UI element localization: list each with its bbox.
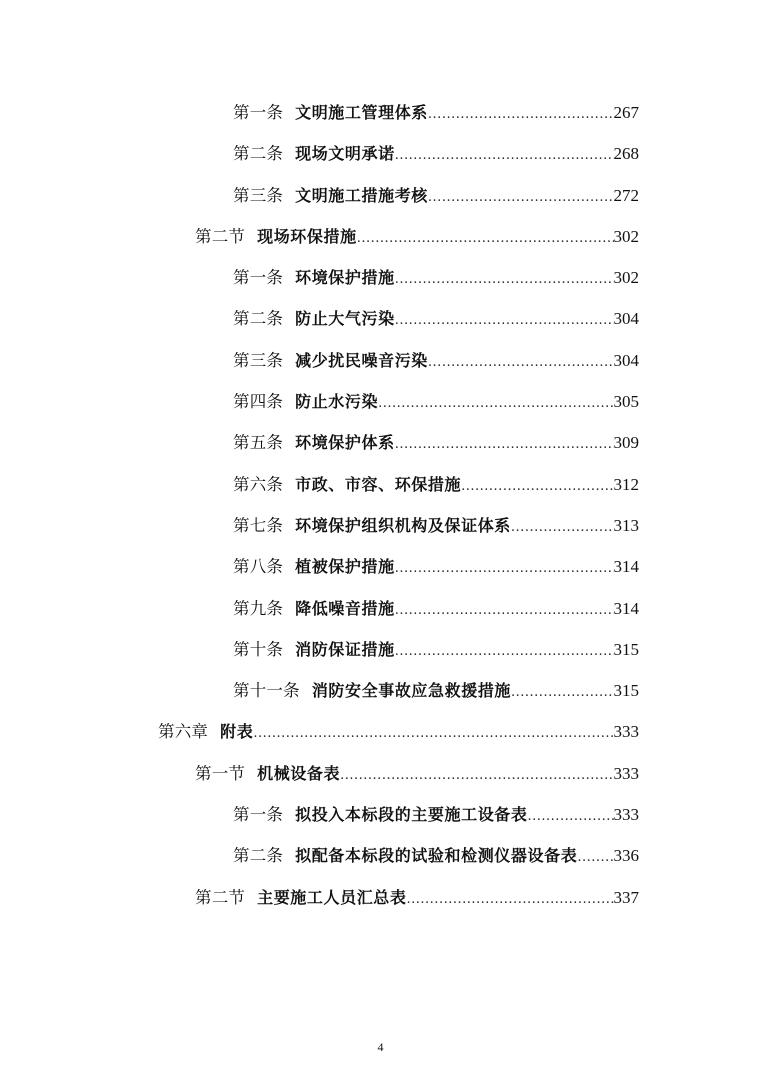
toc-entry-number: 第二条 [233, 144, 284, 164]
toc-dot-leader [395, 631, 614, 672]
toc-dot-leader [428, 177, 614, 218]
toc-entry-page: 333 [613, 763, 639, 783]
toc-dot-leader [428, 342, 614, 383]
table-of-contents [0, 92, 761, 918]
toc-dot-leader [407, 879, 614, 920]
toc-entry[interactable] [233, 381, 639, 422]
toc-entry-number: 第三条 [233, 350, 284, 370]
toc-entry-title: 降低噪音措施 [295, 598, 395, 618]
toc-entry-page: 267 [613, 103, 639, 122]
toc-dot-leader [340, 755, 613, 796]
toc-entry-page: 315 [613, 639, 639, 659]
toc-entry-page: 302 [613, 268, 639, 288]
toc-dot-leader [395, 590, 614, 631]
toc-dot-leader [511, 507, 614, 548]
toc-entry[interactable] [233, 629, 639, 670]
toc-entry[interactable] [233, 505, 639, 546]
toc-dot-leader [395, 259, 614, 300]
toc-entry-number: 第六章 [158, 722, 209, 742]
toc-entry-number: 第一条 [233, 268, 284, 288]
toc-entry-number: 第四条 [233, 392, 284, 412]
toc-entry-title: 消防安全事故应急救援措施 [311, 681, 512, 701]
toc-entry-title: 文明施工措施考核 [295, 185, 428, 205]
toc-entry-page: 305 [613, 392, 639, 412]
toc-dot-leader [511, 672, 613, 713]
toc-entry[interactable] [195, 216, 639, 257]
toc-entry-page: 272 [613, 185, 639, 205]
toc-entry-page: 312 [613, 474, 639, 494]
toc-entry-title: 减少扰民噪音污染 [295, 350, 428, 370]
toc-entry-title: 附表 [220, 722, 254, 742]
toc-entry-number: 第十条 [233, 639, 284, 659]
toc-entry-page: 302 [613, 226, 639, 246]
toc-entry[interactable] [195, 877, 639, 918]
toc-entry-title: 市政、市容、环保措施 [295, 474, 462, 494]
toc-entry[interactable] [233, 298, 639, 339]
toc-entry-number: 第一条 [233, 805, 284, 825]
toc-entry-page: 315 [613, 681, 639, 701]
toc-entry-number: 第八条 [233, 557, 284, 577]
toc-entry-title: 环境保护体系 [295, 433, 395, 453]
toc-entry-title: 主要施工人员汇总表 [257, 887, 407, 907]
toc-entry-title: 消防保证措施 [295, 639, 395, 659]
toc-entry-number: 第五条 [233, 433, 284, 453]
toc-entry[interactable] [233, 175, 639, 216]
toc-entry[interactable] [233, 92, 639, 133]
toc-entry-title: 现场环保措施 [257, 226, 357, 246]
toc-entry-title: 机械设备表 [257, 763, 341, 783]
toc-entry[interactable] [233, 835, 639, 876]
toc-entry-page: 304 [613, 309, 639, 329]
toc-entry[interactable] [233, 422, 639, 463]
toc-entry[interactable] [233, 670, 639, 711]
toc-entry-title: 现场文明承诺 [295, 144, 395, 164]
toc-entry-title: 植被保护措施 [295, 557, 395, 577]
toc-entry-page: 336 [613, 846, 639, 866]
toc-entry-number: 第七条 [233, 515, 284, 535]
toc-dot-leader [528, 796, 614, 837]
toc-dot-leader [395, 135, 614, 176]
toc-entry-number: 第三条 [233, 185, 284, 205]
toc-entry-number: 第一节 [195, 763, 246, 783]
toc-dot-leader [428, 94, 614, 135]
toc-dot-leader [395, 424, 614, 465]
toc-entry-title: 文明施工管理体系 [295, 103, 428, 122]
toc-dot-leader [395, 548, 614, 589]
toc-entry-page: 309 [613, 433, 639, 453]
toc-entry[interactable] [233, 794, 639, 835]
toc-entry[interactable] [233, 546, 639, 587]
toc-entry-title: 防止水污染 [295, 392, 379, 412]
toc-entry-title: 拟配备本标段的试验和检测仪器设备表 [295, 846, 578, 866]
toc-entry-number: 第一条 [233, 103, 284, 122]
toc-entry-number: 第十一条 [233, 681, 300, 701]
toc-dot-leader [395, 300, 614, 341]
toc-entry-title: 防止大气污染 [295, 309, 395, 329]
toc-entry-number: 第九条 [233, 598, 284, 618]
toc-entry-page: 314 [613, 557, 639, 577]
toc-entry-page: 333 [613, 805, 639, 825]
toc-entry-page: 337 [613, 887, 639, 907]
toc-entry-page: 333 [613, 722, 639, 742]
toc-entry-page: 314 [613, 598, 639, 618]
toc-entry[interactable] [233, 340, 639, 381]
toc-entry-number: 第二条 [233, 309, 284, 329]
toc-entry[interactable] [233, 257, 639, 298]
toc-entry-number: 第二节 [195, 226, 246, 246]
toc-entry-page: 268 [613, 144, 639, 164]
page-number: 4 [377, 1040, 384, 1054]
toc-entry[interactable] [195, 753, 639, 794]
toc-entry-title: 拟投入本标段的主要施工设备表 [295, 805, 528, 825]
toc-entry-title: 环境保护组织机构及保证体系 [295, 515, 511, 535]
toc-dot-leader [378, 383, 613, 424]
toc-entry-page: 313 [613, 515, 639, 535]
toc-dot-leader [357, 218, 614, 259]
toc-entry[interactable] [233, 588, 639, 629]
toc-entry-number: 第六条 [233, 474, 284, 494]
toc-entry-number: 第二节 [195, 887, 246, 907]
toc-entry-number: 第二条 [233, 846, 284, 866]
toc-entry[interactable] [233, 464, 639, 505]
toc-entry[interactable] [158, 711, 639, 752]
toc-entry[interactable] [233, 133, 639, 174]
toc-dot-leader [461, 466, 613, 507]
toc-dot-leader [577, 837, 613, 878]
toc-entry-title: 环境保护措施 [295, 268, 395, 288]
toc-dot-leader [253, 713, 613, 754]
toc-entry-page: 304 [613, 350, 639, 370]
